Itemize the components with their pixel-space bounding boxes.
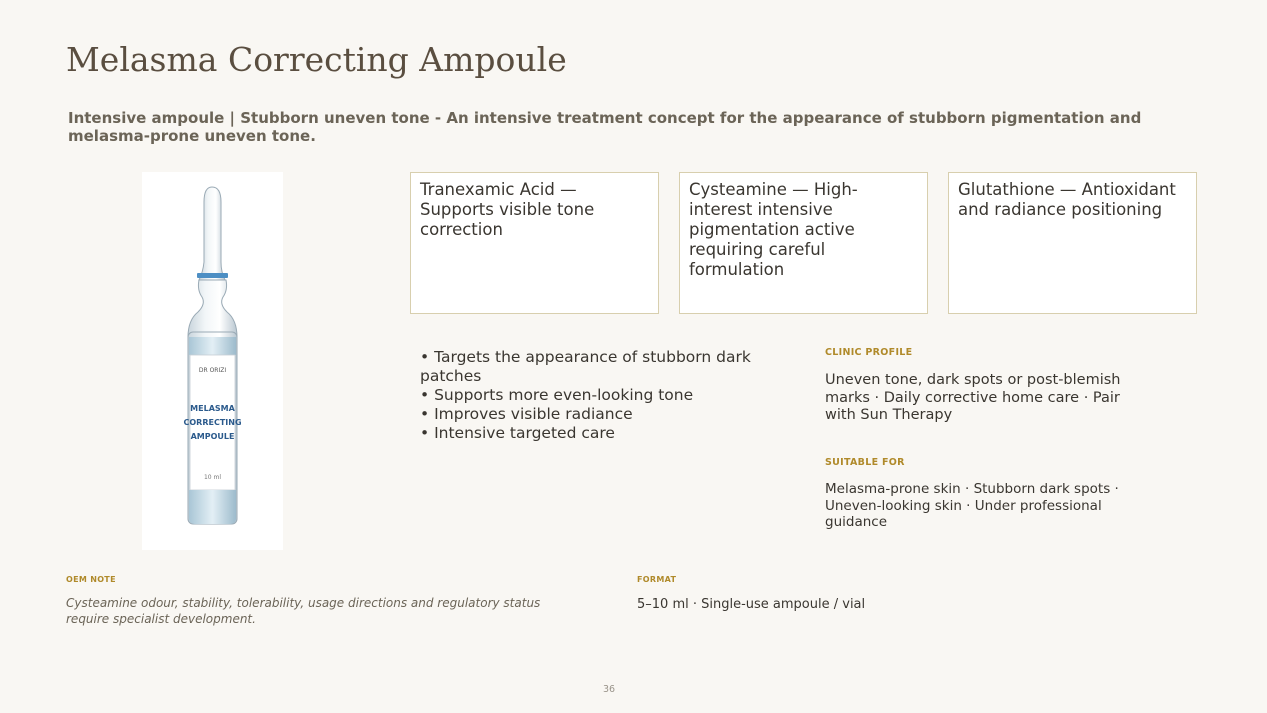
page-number: 36 <box>602 684 616 695</box>
oem-note-label: OEM NOTE <box>66 575 116 584</box>
benefit-item: • Intensive targeted care <box>420 424 615 442</box>
ingredient-card-cysteamine: Cysteamine — High-interest intensive pigmentation active requiring careful formulation <box>679 172 928 314</box>
clinic-profile-text: Uneven tone, dark spots or post-blemish marks · Daily corrective home care · Pair with Sun Therapy <box>825 372 1121 423</box>
benefits-list <box>420 348 790 443</box>
ampoule-illustration <box>142 172 283 550</box>
ampoule-name-line-1: MELASMA <box>190 404 235 413</box>
page-title: Melasma Correcting Ampoule <box>66 40 567 79</box>
format-label: FORMAT <box>637 575 677 584</box>
clinic-profile-label: CLINIC PROFILE <box>825 347 913 358</box>
ingredient-card-tranexamic-acid: Tranexamic Acid — Supports visible tone correction <box>410 172 659 314</box>
ampoule-name-line-2: CORRECTING <box>183 418 242 427</box>
ingredient-card-glutathione: Glutathione — Antioxidant and radiance positioning <box>948 172 1197 314</box>
ampoule-brand-text: DR ORIZI <box>198 367 227 374</box>
page-subtitle: Intensive ampoule | Stubborn uneven tone - An intensive treatment concept for the appearance of stubborn pigmentation and melasma-prone uneven tone. <box>68 109 1142 145</box>
oem-note-text: Cysteamine odour, stability, tolerability, usage directions and regulatory status require specialist development. <box>66 596 541 626</box>
suitable-for-text: Melasma-prone skin · Stubborn dark spots · Uneven-looking skin · Under professional guidance <box>825 481 1119 530</box>
ampoule-volume-text: 10 ml <box>203 474 222 481</box>
ampoule-name-line-3: AMPOULE <box>190 432 235 441</box>
benefit-item: • Improves visible radiance <box>420 405 633 423</box>
benefit-item: • Supports more even-looking tone <box>420 386 694 404</box>
product-image <box>142 172 283 550</box>
suitable-for-label: SUITABLE FOR <box>825 457 905 468</box>
benefit-item: • Targets the appearance of stubborn dark patches <box>420 348 751 385</box>
format-text: 5–10 ml · Single-use ampoule / vial <box>637 597 866 612</box>
